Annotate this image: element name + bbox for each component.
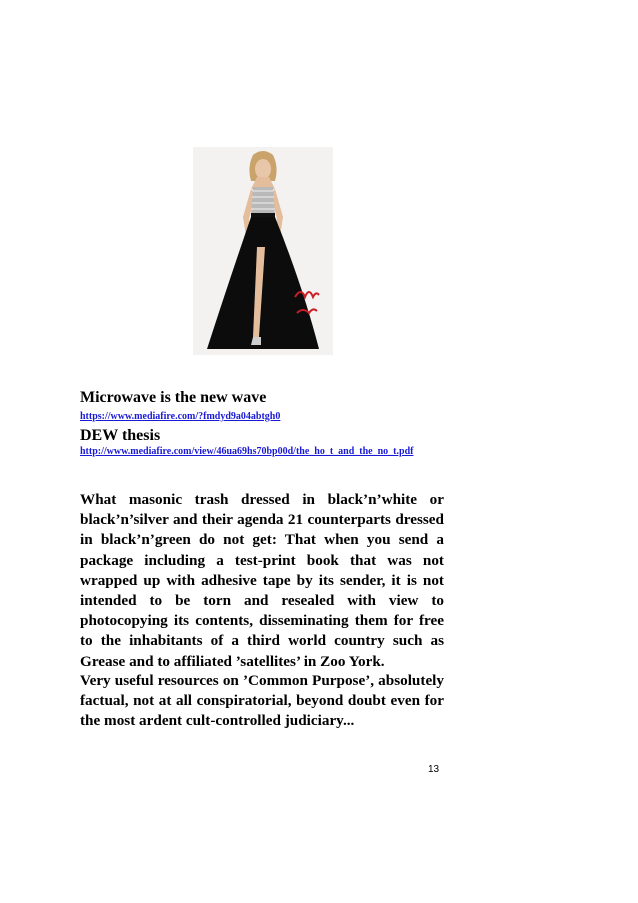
section-title-dew-thesis: DEW thesis <box>80 427 161 444</box>
gown-illustration <box>193 147 333 355</box>
gown-photo <box>193 147 333 355</box>
link-mediafire-dew-thesis[interactable]: http://www.mediafire.com/view/46ua69hs70bp00d/the_ho_t_and_the_no_t.pdf <box>80 446 414 457</box>
body-paragraph-2: Very useful resources on ’Common Purpose’, absolutely factual, not at all conspiratorial, beyond doubt even for the most ardent cult-controlled judiciary... <box>80 672 444 730</box>
link-mediafire-microwave[interactable]: https://www.mediafire.com/?fmdyd9a04abtgh0 <box>80 411 281 422</box>
page-number: 13 <box>428 764 440 775</box>
section-title-microwave: Microwave is the new wave <box>80 389 267 406</box>
body-paragraph-1: What masonic trash dressed in black’n’white or black’n’silver and their agenda 21 counterparts dressed in black’n’green do not get: That when you send a package including a test-print book that was not wrapped up with adhesive tape by its sender, it is not intended to be torn and resealed with view to photocopying its contents, disseminating them for free to the inhabitants of a third world country such as Grease and to affiliated ’satellites’ in Zoo York. <box>80 491 444 670</box>
